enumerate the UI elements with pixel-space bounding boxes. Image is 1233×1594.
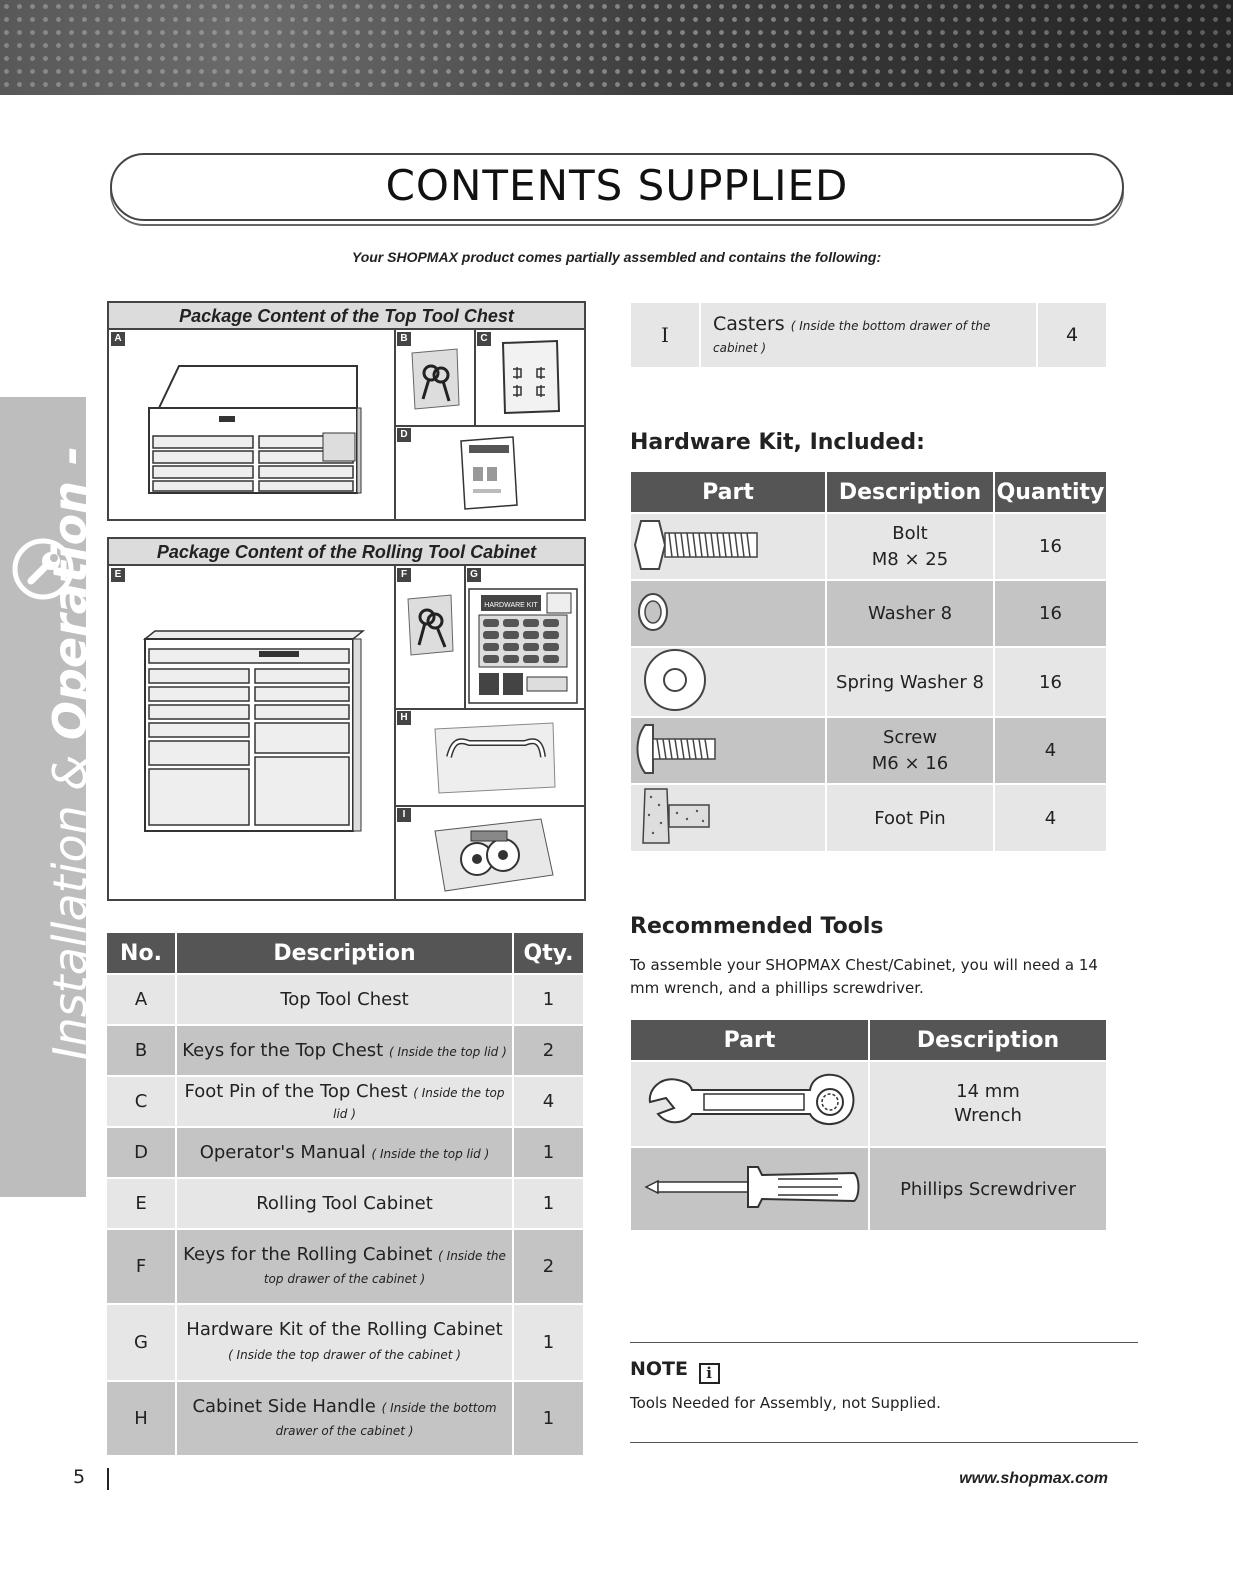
recommended-tools-table xyxy=(629,1018,1108,1232)
page-title-box xyxy=(110,153,1124,221)
recommended-tools-text: To assemble your SHOPMAX Chest/Cabinet, you will need a 14 mm wrench, and a phillips screwdriver. xyxy=(630,956,1098,997)
hk-header-part: Part xyxy=(631,472,825,512)
table-row: A Top Tool Chest 1 xyxy=(107,975,583,1024)
tag-f: F xyxy=(397,568,411,582)
table-row: 14 mm Wrench xyxy=(631,1062,1106,1146)
casters-icon xyxy=(431,815,557,895)
top-tool-chest-icon xyxy=(139,358,369,498)
table-row: Screw M6 × 16 4 xyxy=(631,718,1106,783)
table-row: B Keys for the Top Chest ( Inside the top lid ) 2 xyxy=(107,1026,583,1075)
table-row: E Rolling Tool Cabinet 1 xyxy=(107,1179,583,1228)
page-subtitle: Your SHOPMAX product comes partially assembled and contains the following: xyxy=(351,249,882,265)
hardware-kit-title: Hardware Kit, Included: xyxy=(630,430,925,455)
recommended-tools-title: Recommended Tools xyxy=(630,914,884,939)
top-banner xyxy=(0,0,1233,95)
washer-icon xyxy=(631,582,691,642)
tag-e: E xyxy=(111,568,125,582)
hk-header-description: Description xyxy=(827,472,993,512)
foot-pin-pack-icon xyxy=(499,339,561,415)
table-row: I Casters ( Inside the bottom drawer of the cabinet ) 4 xyxy=(631,303,1106,367)
hardware-kit-pack-icon xyxy=(467,587,579,705)
foot-pin-icon xyxy=(631,785,721,847)
operators-manual-icon xyxy=(459,435,519,511)
cabinet-keys-icon xyxy=(405,593,455,657)
table-row: H Cabinet Side Handle ( Inside the bottom drawer of the cabinet ) 1 xyxy=(107,1382,583,1455)
table-row: Spring Washer 8 16 xyxy=(631,648,1106,716)
note-label: NOTE xyxy=(630,1358,688,1380)
note-heading xyxy=(630,1358,720,1384)
casters-table xyxy=(629,301,1108,369)
tag-i: I xyxy=(397,808,411,822)
top-chest-package-box xyxy=(107,301,586,521)
header-description: Description xyxy=(177,933,512,973)
info-icon: i xyxy=(699,1363,720,1384)
rt-header-part: Part xyxy=(631,1020,868,1060)
table-row: Foot Pin 4 xyxy=(631,785,1106,851)
page-number: 5 xyxy=(73,1466,86,1488)
contents-table xyxy=(105,931,585,1457)
wrench-icon xyxy=(640,1062,860,1142)
tag-g: G xyxy=(467,568,481,582)
bolt-icon xyxy=(631,515,761,575)
rolling-tool-cabinet-icon xyxy=(139,629,369,839)
note-top-divider xyxy=(630,1342,1138,1343)
screw-icon xyxy=(631,719,721,779)
page-title: CONTENTS SUPPLIED xyxy=(385,161,849,210)
header-no: No. xyxy=(107,933,175,973)
table-row: D Operator's Manual ( Inside the top lid ) 1 xyxy=(107,1128,583,1177)
hardware-kit-label: HARDWARE KIT xyxy=(484,602,538,609)
table-row: G Hardware Kit of the Rolling Cabinet ( Inside the top drawer of the cabinet ) 1 xyxy=(107,1305,583,1380)
cabinet-side-handle-icon xyxy=(429,721,559,797)
tag-c: C xyxy=(477,332,491,346)
rolling-cabinet-package-heading: Package Content of the Rolling Tool Cabinet xyxy=(109,539,584,566)
tag-b: B xyxy=(397,332,411,346)
website-url[interactable]: www.shopmax.com xyxy=(959,1470,1108,1487)
tag-h: H xyxy=(397,711,411,725)
tag-d: D xyxy=(397,428,411,442)
hk-header-quantity: Quantity xyxy=(995,472,1106,512)
note-bottom-divider xyxy=(630,1442,1138,1443)
screwdriver-icon xyxy=(638,1157,862,1217)
note-text: Tools Needed for Assembly, not Supplied. xyxy=(630,1394,941,1412)
spring-washer-icon xyxy=(631,648,721,712)
table-row: C Foot Pin of the Top Chest ( Inside the top lid ) 4 xyxy=(107,1077,583,1126)
table-row: F Keys for the Rolling Cabinet ( Inside the top drawer of the cabinet ) 2 xyxy=(107,1230,583,1303)
table-row: Phillips Screwdriver xyxy=(631,1148,1106,1230)
top-chest-package-heading: Package Content of the Top Tool Chest xyxy=(109,303,584,330)
hardware-kit-table xyxy=(629,470,1108,853)
side-tab-text: Installation & Operation - xyxy=(43,445,97,1060)
table-row: Bolt M8 × 25 16 xyxy=(631,514,1106,579)
page-number-divider xyxy=(107,1468,109,1490)
rolling-cabinet-package-box xyxy=(107,537,586,901)
rt-header-description: Description xyxy=(870,1020,1106,1060)
header-qty: Qty. xyxy=(514,933,583,973)
table-row: Washer 8 16 xyxy=(631,581,1106,646)
tag-a: A xyxy=(111,332,125,346)
keys-icon xyxy=(409,347,461,411)
